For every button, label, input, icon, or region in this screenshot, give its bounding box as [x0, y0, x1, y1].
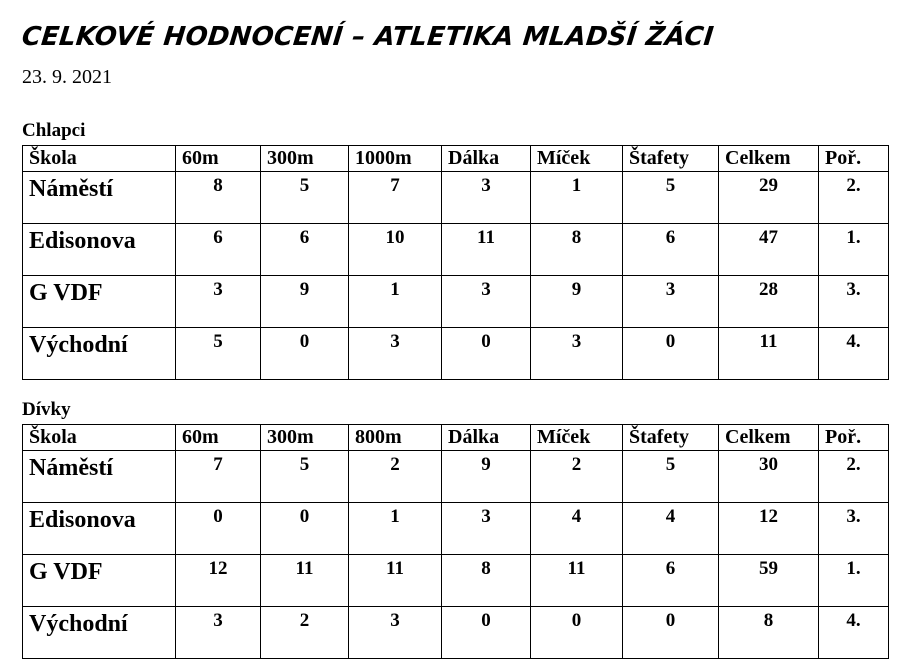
score-cell: 0 [176, 503, 261, 555]
score-cell: 4 [531, 503, 623, 555]
score-cell: 3 [442, 172, 531, 224]
table-row [23, 276, 889, 328]
score-cell: 5 [623, 451, 719, 503]
school-name-cell: G VDF [23, 555, 176, 607]
score-cell: 3. [819, 276, 889, 328]
score-cell: 30 [719, 451, 819, 503]
table-row [23, 172, 889, 224]
table-row [23, 555, 889, 607]
score-cell: 3 [442, 276, 531, 328]
table-header-row [23, 425, 889, 451]
score-cell: 7 [349, 172, 442, 224]
score-cell: 3 [623, 276, 719, 328]
score-cell: 12 [176, 555, 261, 607]
table-row [23, 451, 889, 503]
column-header: Poř. [819, 146, 889, 172]
score-cell: 1 [531, 172, 623, 224]
column-header: Dálka [442, 146, 531, 172]
score-cell: 9 [531, 276, 623, 328]
score-cell: 2 [349, 451, 442, 503]
score-cell: 2. [819, 451, 889, 503]
score-cell: 7 [176, 451, 261, 503]
school-name-cell: Východní [23, 328, 176, 380]
table-row [23, 224, 889, 276]
score-cell: 8 [719, 607, 819, 659]
column-header: 300m [261, 146, 349, 172]
column-header: Míček [531, 146, 623, 172]
score-cell: 11 [261, 555, 349, 607]
column-header: 300m [261, 425, 349, 451]
score-cell: 10 [349, 224, 442, 276]
column-header: Celkem [719, 425, 819, 451]
score-cell: 3 [176, 607, 261, 659]
table-header-row [23, 146, 889, 172]
page-title: CELKOVÉ HODNOCENÍ – ATLETIKA MLADŠÍ ŽÁCI [20, 22, 716, 52]
school-name-cell: Náměstí [23, 172, 176, 224]
score-cell: 28 [719, 276, 819, 328]
column-header: 60m [176, 146, 261, 172]
school-name-cell: Edisonova [23, 224, 176, 276]
score-cell: 0 [442, 607, 531, 659]
score-cell: 11 [719, 328, 819, 380]
score-cell: 6 [623, 555, 719, 607]
table-row [23, 328, 889, 380]
score-cell: 11 [349, 555, 442, 607]
score-cell: 4. [819, 328, 889, 380]
score-cell: 0 [442, 328, 531, 380]
score-cell: 8 [176, 172, 261, 224]
score-cell: 0 [531, 607, 623, 659]
score-cell: 2. [819, 172, 889, 224]
score-cell: 0 [623, 328, 719, 380]
score-cell: 9 [442, 451, 531, 503]
score-cell: 59 [719, 555, 819, 607]
score-cell: 1. [819, 224, 889, 276]
score-cell: 0 [261, 503, 349, 555]
score-cell: 2 [261, 607, 349, 659]
column-header: Celkem [719, 146, 819, 172]
score-cell: 3 [176, 276, 261, 328]
score-cell: 4 [623, 503, 719, 555]
score-cell: 1 [349, 276, 442, 328]
score-cell: 6 [623, 224, 719, 276]
column-header: Štafety [623, 146, 719, 172]
score-cell: 6 [261, 224, 349, 276]
school-name-cell: G VDF [23, 276, 176, 328]
score-cell: 5 [261, 451, 349, 503]
school-name-cell: Edisonova [23, 503, 176, 555]
results-table-girls [22, 424, 889, 659]
score-cell: 12 [719, 503, 819, 555]
column-header: Škola [23, 425, 176, 451]
score-cell: 3. [819, 503, 889, 555]
score-cell: 47 [719, 224, 819, 276]
score-cell: 6 [176, 224, 261, 276]
score-cell: 5 [261, 172, 349, 224]
score-cell: 2 [531, 451, 623, 503]
column-header: 60m [176, 425, 261, 451]
score-cell: 1 [349, 503, 442, 555]
score-cell: 11 [442, 224, 531, 276]
score-cell: 3 [442, 503, 531, 555]
column-header: Míček [531, 425, 623, 451]
score-cell: 3 [349, 607, 442, 659]
score-cell: 4. [819, 607, 889, 659]
score-cell: 8 [442, 555, 531, 607]
column-header: 1000m [349, 146, 442, 172]
score-cell: 11 [531, 555, 623, 607]
date: 23. 9. 2021 [22, 66, 112, 88]
school-name-cell: Východní [23, 607, 176, 659]
column-header: Škola [23, 146, 176, 172]
column-header: Štafety [623, 425, 719, 451]
section-label-girls: Dívky [22, 399, 71, 420]
score-cell: 8 [531, 224, 623, 276]
score-cell: 0 [623, 607, 719, 659]
score-cell: 5 [623, 172, 719, 224]
school-name-cell: Náměstí [23, 451, 176, 503]
score-cell: 3 [349, 328, 442, 380]
score-cell: 3 [531, 328, 623, 380]
results-table-boys [22, 145, 889, 380]
column-header: 800m [349, 425, 442, 451]
table-row [23, 607, 889, 659]
column-header: Poř. [819, 425, 889, 451]
score-cell: 0 [261, 328, 349, 380]
table-row [23, 503, 889, 555]
score-cell: 29 [719, 172, 819, 224]
score-cell: 9 [261, 276, 349, 328]
score-cell: 5 [176, 328, 261, 380]
section-label-boys: Chlapci [22, 120, 86, 141]
score-cell: 1. [819, 555, 889, 607]
column-header: Dálka [442, 425, 531, 451]
